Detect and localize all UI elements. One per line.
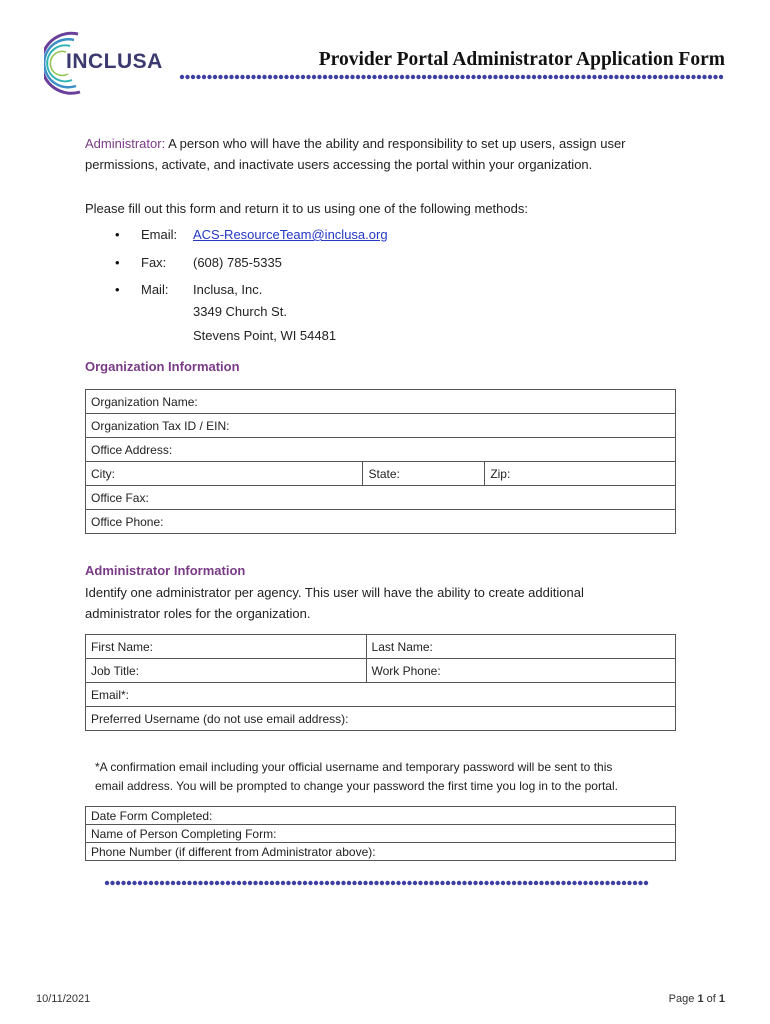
table-row (86, 414, 676, 438)
divider-dot (396, 881, 400, 885)
divider-dot (116, 881, 120, 885)
divider-dot (433, 75, 437, 79)
divider-dot (284, 75, 288, 79)
admin-desc-line1: Identify one administrator per agency. This user will have the ability to create additional (85, 585, 584, 600)
method-label-fax: Fax: (141, 255, 167, 270)
office-phone-field[interactable] (86, 510, 676, 534)
bullet-email: • (115, 227, 120, 242)
mail-line1: Inclusa, Inc. (193, 282, 263, 297)
username-field[interactable] (86, 707, 676, 731)
divider-dot (279, 75, 283, 79)
divider-dot (539, 881, 543, 885)
divider-dot (422, 75, 426, 79)
state-field[interactable] (363, 462, 485, 486)
divider-dot (262, 75, 266, 79)
date-completed-label: Date Form Completed: (91, 808, 213, 823)
divider-dot (675, 75, 679, 79)
instructions: Please fill out this form and return it to us using one of the following methods: (85, 201, 528, 216)
tax-id-field[interactable] (86, 414, 676, 438)
divider-dot (268, 75, 272, 79)
divider-dot (259, 881, 263, 885)
table-row (86, 390, 676, 414)
admin-info-table (85, 634, 676, 731)
divider-dot (270, 881, 274, 885)
divider-dot (334, 75, 338, 79)
last-name-field[interactable] (366, 635, 675, 659)
org-name-field[interactable] (86, 390, 676, 414)
divider-dot (275, 881, 279, 885)
divider-dot (532, 75, 536, 79)
table-row (86, 825, 676, 843)
divider-dot (556, 881, 560, 885)
divider-dot (405, 75, 409, 79)
divider-dot (455, 75, 459, 79)
admin-desc-line2: administrator roles for the organization. (85, 606, 311, 621)
job-title-label: Job Title: (91, 663, 140, 678)
page-word: Page (668, 993, 695, 1005)
divider-dot (664, 75, 668, 79)
table-row (86, 438, 676, 462)
divider-dot (352, 881, 356, 885)
completion-table (85, 806, 676, 861)
divider-dot (631, 75, 635, 79)
divider-dot (323, 75, 327, 79)
email-field[interactable] (86, 683, 676, 707)
of-word: of (706, 993, 716, 1005)
divider-dot (363, 881, 367, 885)
completer-name-field[interactable] (86, 825, 676, 843)
divider-dot (583, 881, 587, 885)
page-total: 1 (718, 993, 725, 1005)
fax-number: (608) 785-5335 (193, 255, 282, 270)
page-number (669, 993, 725, 1005)
divider-dot (581, 75, 585, 79)
divider-dot (411, 75, 415, 79)
phone-number-label: Phone Number (if different from Administrator above): (91, 844, 376, 859)
tax-id-label: Organization Tax ID / EIN: (91, 418, 230, 433)
zip-label: Zip: (490, 466, 511, 481)
divider-dot (501, 881, 505, 885)
divider-dot (526, 75, 530, 79)
page-title: Provider Portal Administrator Application Form (318, 49, 725, 70)
note-line1: *A confirmation email including your official username and temporary password will be sent to this (95, 760, 613, 774)
table-row (86, 707, 676, 731)
email-label: Email*: (91, 687, 130, 702)
divider-dot (537, 75, 541, 79)
divider-dot (543, 75, 547, 79)
divider-dot (215, 881, 219, 885)
divider-dot (548, 75, 552, 79)
divider-dot (143, 881, 147, 885)
divider-dot (477, 75, 481, 79)
divider-dot (182, 881, 186, 885)
divider-dot (451, 881, 455, 885)
divider-dot (515, 75, 519, 79)
divider-dot (253, 881, 257, 885)
divider-dot (413, 881, 417, 885)
divider-dot (165, 881, 169, 885)
divider-dot (691, 75, 695, 79)
divider-dot (466, 75, 470, 79)
bullet-fax: • (115, 255, 120, 270)
divider-dot (235, 75, 239, 79)
divider-dot (257, 75, 261, 79)
divider-dot (644, 881, 648, 885)
divider-dot (495, 881, 499, 885)
divider-dot (389, 75, 393, 79)
divider-dot (196, 75, 200, 79)
divider-dot (149, 881, 153, 885)
table-row (86, 683, 676, 707)
divider-dot (510, 75, 514, 79)
divider-dot (523, 881, 527, 885)
mail-line3: Stevens Point, WI 54481 (193, 328, 337, 343)
email-link[interactable] (193, 227, 388, 242)
org-info-table (85, 389, 676, 534)
divider-dot (229, 75, 233, 79)
divider-dot (713, 75, 717, 79)
divider-dot (312, 75, 316, 79)
divider-dot (462, 881, 466, 885)
divider-dot (213, 75, 217, 79)
divider-dot (605, 881, 609, 885)
divider-dot (647, 75, 651, 79)
divider-dot (449, 75, 453, 79)
work-phone-label: Work Phone: (371, 663, 441, 678)
divider-dot (479, 881, 483, 885)
footer-date: 10/11/2021 (36, 993, 91, 1005)
first-name-label: First Name: (91, 639, 154, 654)
divider-dot (369, 881, 373, 885)
divider-dot (402, 881, 406, 885)
divider-dot (438, 75, 442, 79)
divider-dot (121, 881, 125, 885)
divider-dot (708, 75, 712, 79)
first-name-field[interactable] (86, 635, 367, 659)
divider-dot (565, 75, 569, 79)
divider-dot (418, 881, 422, 885)
divider-dot (330, 881, 334, 885)
work-phone-field[interactable] (366, 659, 675, 683)
email-link-text[interactable]: ACS-ResourceTeam@inclusa.org (193, 227, 388, 242)
divider-dot (642, 75, 646, 79)
divider-dot (394, 75, 398, 79)
zip-field[interactable] (485, 462, 676, 486)
divider-dot (427, 75, 431, 79)
divider-dot (598, 75, 602, 79)
divider-dot (407, 881, 411, 885)
bullet-mail: • (115, 282, 120, 297)
divider-dot (521, 75, 525, 79)
divider-dot (444, 75, 448, 79)
divider-dot (204, 881, 208, 885)
divider-dot (325, 881, 329, 885)
table-row (86, 486, 676, 510)
divider-dot (372, 75, 376, 79)
table-row (86, 462, 676, 486)
divider-dot (457, 881, 461, 885)
table-row (86, 510, 676, 534)
divider-dot (400, 75, 404, 79)
divider-dot (636, 75, 640, 79)
city-label: City: (91, 466, 115, 481)
divider-dot (198, 881, 202, 885)
divider-dot (446, 881, 450, 885)
city-field[interactable] (86, 462, 363, 486)
divider-dot (633, 881, 637, 885)
divider-dot (314, 881, 318, 885)
divider-dot (554, 75, 558, 79)
divider-dot (237, 881, 241, 885)
divider-dot (171, 881, 175, 885)
divider-dot (416, 75, 420, 79)
username-label: Preferred Username (do not use email address): (91, 711, 349, 726)
divider-dot (488, 75, 492, 79)
divider-dot (697, 75, 701, 79)
divider-dot (570, 75, 574, 79)
divider-dot (246, 75, 250, 79)
divider-dot (264, 881, 268, 885)
phone-number-field[interactable] (86, 843, 676, 861)
divider-dot (559, 75, 563, 79)
divider-dot (534, 881, 538, 885)
divider-dot (440, 881, 444, 885)
divider-dot (350, 75, 354, 79)
divider-dot (319, 881, 323, 885)
bottom-dotted-divider (104, 880, 651, 886)
divider-dot (242, 881, 246, 885)
divider-dot (493, 75, 497, 79)
divider-dot (105, 881, 109, 885)
divider-dot (383, 75, 387, 79)
divider-dot (127, 881, 131, 885)
admin-term: Administrator: (85, 136, 166, 151)
divider-dot (594, 881, 598, 885)
office-fax-field[interactable] (86, 486, 676, 510)
divider-dot (702, 75, 706, 79)
method-label-email: Email: (141, 227, 178, 242)
divider-dot (301, 75, 305, 79)
office-fax-label: Office Fax: (91, 490, 149, 505)
divider-dot (374, 881, 378, 885)
divider-dot (611, 881, 615, 885)
divider-dot (220, 881, 224, 885)
divider-dot (207, 75, 211, 79)
divider-dot (638, 881, 642, 885)
divider-dot (473, 881, 477, 885)
divider-dot (378, 75, 382, 79)
page-current: 1 (697, 993, 704, 1005)
divider-dot (603, 75, 607, 79)
divider-dot (616, 881, 620, 885)
divider-dot (191, 75, 195, 79)
divider-dot (231, 881, 235, 885)
divider-dot (385, 881, 389, 885)
divider-dot (361, 75, 365, 79)
divider-dot (627, 881, 631, 885)
method-label-mail: Mail: (141, 282, 169, 297)
divider-dot (625, 75, 629, 79)
mail-line2: 3349 Church St. (193, 304, 287, 319)
date-completed-field[interactable] (86, 807, 676, 825)
logo-text: INCLUSA (66, 50, 163, 73)
divider-dot (224, 75, 228, 79)
divider-dot (620, 75, 624, 79)
table-row (86, 659, 676, 683)
divider-dot (345, 75, 349, 79)
divider-dot (185, 75, 189, 79)
divider-dot (490, 881, 494, 885)
divider-dot (339, 75, 343, 79)
divider-dot (600, 881, 604, 885)
divider-dot (317, 75, 321, 79)
divider-dot (248, 881, 252, 885)
divider-dot (295, 75, 299, 79)
divider-dot (614, 75, 618, 79)
note-line2: email address. You will be prompted to change your password the first time you log in to the portal. (95, 779, 618, 793)
divider-dot (471, 75, 475, 79)
table-row (86, 635, 676, 659)
divider-dot (460, 75, 464, 79)
divider-dot (209, 881, 213, 885)
divider-dot (110, 881, 114, 885)
divider-dot (251, 75, 255, 79)
divider-dot (281, 881, 285, 885)
divider-dot (290, 75, 294, 79)
admin-definition-line1: A person who will have the ability and responsibility to set up users, assign user (165, 136, 626, 151)
divider-dot (499, 75, 503, 79)
state-label: State: (368, 466, 400, 481)
completer-name-label: Name of Person Completing Form: (91, 826, 277, 841)
divider-dot (587, 75, 591, 79)
divider-dot (154, 881, 158, 885)
divider-dot (176, 881, 180, 885)
divider-dot (506, 881, 510, 885)
divider-dot (550, 881, 554, 885)
admin-definition (85, 133, 705, 175)
divider-dot (719, 75, 723, 79)
divider-dot (561, 881, 565, 885)
divider-dot (504, 75, 508, 79)
admin-description (85, 582, 705, 624)
divider-dot (658, 75, 662, 79)
divider-dot (589, 881, 593, 885)
divider-dot (356, 75, 360, 79)
divider-dot (202, 75, 206, 79)
divider-dot (193, 881, 197, 885)
divider-dot (336, 881, 340, 885)
divider-dot (435, 881, 439, 885)
office-address-field[interactable] (86, 438, 676, 462)
divider-dot (240, 75, 244, 79)
divider-dot (482, 75, 486, 79)
divider-dot (380, 881, 384, 885)
top-dotted-divider (179, 74, 725, 80)
confirmation-note (95, 758, 695, 796)
org-section-heading: Organization Information (85, 359, 240, 374)
divider-dot (226, 881, 230, 885)
admin-section-heading: Administrator Information (85, 563, 246, 578)
divider-dot (528, 881, 532, 885)
divider-dot (132, 881, 136, 885)
divider-dot (138, 881, 142, 885)
table-row (86, 843, 676, 861)
admin-definition-line2: permissions, activate, and inactivate users accessing the portal within your organization. (85, 157, 593, 172)
divider-dot (358, 881, 362, 885)
divider-dot (468, 881, 472, 885)
divider-dot (572, 881, 576, 885)
divider-dot (653, 75, 657, 79)
divider-dot (512, 881, 516, 885)
divider-dot (592, 75, 596, 79)
divider-dot (576, 75, 580, 79)
divider-dot (567, 881, 571, 885)
divider-dot (292, 881, 296, 885)
table-row (86, 807, 676, 825)
divider-dot (347, 881, 351, 885)
divider-dot (297, 881, 301, 885)
divider-dot (328, 75, 332, 79)
divider-dot (306, 75, 310, 79)
divider-dot (622, 881, 626, 885)
divider-dot (609, 75, 613, 79)
office-phone-label: Office Phone: (91, 514, 164, 529)
job-title-field[interactable] (86, 659, 367, 683)
divider-dot (187, 881, 191, 885)
divider-dot (391, 881, 395, 885)
divider-dot (180, 75, 184, 79)
divider-dot (424, 881, 428, 885)
divider-dot (218, 75, 222, 79)
divider-dot (273, 75, 277, 79)
divider-dot (286, 881, 290, 885)
divider-dot (303, 881, 307, 885)
divider-dot (341, 881, 345, 885)
divider-dot (680, 75, 684, 79)
divider-dot (686, 75, 690, 79)
office-address-label: Office Address: (91, 442, 173, 457)
divider-dot (545, 881, 549, 885)
divider-dot (517, 881, 521, 885)
divider-dot (160, 881, 164, 885)
divider-dot (308, 881, 312, 885)
divider-dot (429, 881, 433, 885)
divider-dot (669, 75, 673, 79)
divider-dot (578, 881, 582, 885)
org-name-label: Organization Name: (91, 394, 198, 409)
last-name-label: Last Name: (371, 639, 433, 654)
divider-dot (484, 881, 488, 885)
divider-dot (367, 75, 371, 79)
